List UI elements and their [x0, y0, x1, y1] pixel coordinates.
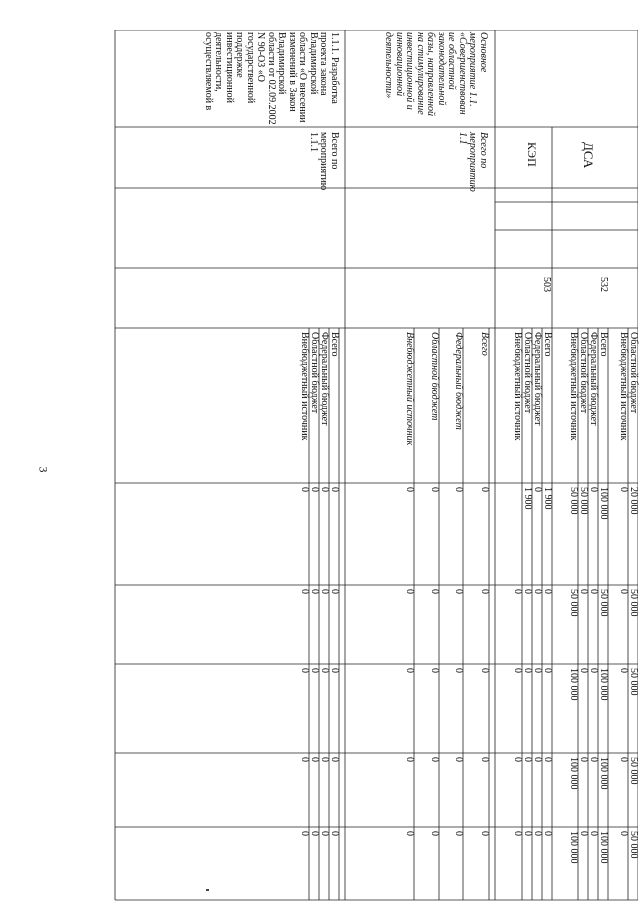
- funding-value-cell: 0: [512, 589, 523, 594]
- funding-value-cell: 0: [404, 589, 415, 594]
- funding-value-cell: 0: [618, 757, 629, 762]
- main-measure-title: Основное мероприятие 1.1. «Совершенствован ие областной законодательной базы, направленной на стимулирование инвестиционной и инновационной деятельности»: [383, 32, 489, 116]
- funding-value-cell: 0: [309, 757, 320, 762]
- funding-value-cell: 0: [588, 589, 599, 594]
- funding-source-cell: Областной бюджет: [522, 332, 533, 414]
- funding-source-cell: Всего: [542, 332, 553, 357]
- funding-value-cell: 0: [532, 589, 543, 594]
- funding-value-cell: 0: [429, 757, 440, 762]
- table-grid-lines: [113, 30, 638, 902]
- funding-value-cell: 0: [309, 831, 320, 836]
- funding-value-cell: 0: [404, 668, 415, 673]
- funding-value-cell: 0: [299, 757, 310, 762]
- financing-table: [113, 30, 638, 902]
- funding-source-cell: Внебюджетный источник: [568, 332, 579, 441]
- sub-measure-total-label: Всего по мероприятию 1.1.1: [308, 132, 340, 191]
- funding-value-cell: 100 000: [598, 487, 609, 520]
- funding-value-cell: 0: [542, 831, 553, 836]
- funding-value-cell: 50 000: [628, 668, 639, 696]
- funding-value-cell: 0: [329, 831, 340, 836]
- funding-value-cell: 0: [319, 589, 330, 594]
- funding-value-cell: 1 900: [522, 487, 533, 510]
- funding-value-cell: 0: [299, 487, 310, 492]
- funding-value-cell: 100 000: [568, 757, 579, 790]
- funding-source-cell: Областной бюджет: [578, 332, 589, 414]
- funding-value-cell: 0: [588, 757, 599, 762]
- funding-value-cell: 100 000: [568, 668, 579, 701]
- funding-source-cell: Внебюджетный источник: [512, 332, 523, 441]
- funding-value-cell: 0: [512, 757, 523, 762]
- funding-value-cell: 0: [479, 668, 490, 673]
- funding-value-cell: 0: [578, 831, 589, 836]
- funding-value-cell: 0: [429, 589, 440, 594]
- funding-value-cell: 20 000: [628, 487, 639, 515]
- funding-value-cell: 0: [618, 589, 629, 594]
- funding-value-cell: 0: [522, 757, 533, 762]
- funding-value-cell: 0: [588, 487, 599, 492]
- funding-source-cell: Всего: [479, 332, 490, 356]
- funding-source-cell: Областной бюджет: [429, 332, 440, 421]
- funding-value-cell: 0: [404, 487, 415, 492]
- funding-value-cell: 0: [578, 589, 589, 594]
- funding-value-cell: 0: [404, 757, 415, 762]
- funding-value-cell: 100 000: [598, 668, 609, 701]
- funding-value-cell: 0: [479, 757, 490, 762]
- funding-value-cell: 0: [532, 831, 543, 836]
- funding-value-cell: 0: [429, 668, 440, 673]
- funding-value-cell: 0: [453, 757, 464, 762]
- funding-value-cell: 0: [309, 589, 320, 594]
- funding-value-cell: 50 000: [578, 487, 589, 515]
- funding-value-cell: 0: [329, 757, 340, 762]
- funding-value-cell: 0: [453, 487, 464, 492]
- funding-value-cell: 0: [319, 668, 330, 673]
- sub-measure-title: 1.1.1. Разработка проекта закона Владимирской области «О внесении изменений в Закон Владимирской области от 02.09.2002 N 90-ОЗ «О государственной поддержке инвестиционной деятельности, осуществляемой в: [203, 32, 340, 125]
- dsa-label: ДСА: [581, 142, 596, 169]
- funding-value-cell: 0: [329, 589, 340, 594]
- funding-value-cell: 50 000: [628, 589, 639, 617]
- funding-value-cell: 0: [319, 487, 330, 492]
- funding-value-cell: 50 000: [598, 589, 609, 617]
- funding-value-cell: 50 000: [628, 757, 639, 785]
- funding-source-cell: Федеральный бюджет: [453, 332, 464, 430]
- funding-value-cell: 0: [578, 668, 589, 673]
- funding-value-cell: 0: [522, 589, 533, 594]
- funding-value-cell: 0: [588, 668, 599, 673]
- funding-value-cell: 0: [299, 831, 310, 836]
- funding-value-cell: 0: [542, 589, 553, 594]
- funding-value-cell: 0: [309, 668, 320, 673]
- funding-value-cell: 0: [453, 589, 464, 594]
- funding-value-cell: 0: [329, 668, 340, 673]
- funding-source-cell: Федеральный бюджет: [532, 332, 543, 426]
- kep-code: 503: [541, 277, 552, 292]
- dsa-code: 532: [598, 277, 609, 292]
- funding-value-cell: 0: [319, 831, 330, 836]
- funding-value-cell: 0: [479, 487, 490, 492]
- funding-value-cell: 0: [522, 831, 533, 836]
- funding-source-cell: Федеральный бюджет: [319, 332, 330, 426]
- funding-value-cell: 50 000: [568, 487, 579, 515]
- funding-value-cell: 0: [512, 668, 523, 673]
- funding-source-cell: Всего: [598, 332, 609, 357]
- funding-value-cell: 100 000: [598, 757, 609, 790]
- funding-value-cell: 0: [404, 831, 415, 836]
- funding-value-cell: 0: [522, 668, 533, 673]
- funding-source-cell: Областной бюджет: [309, 332, 320, 414]
- funding-value-cell: 0: [453, 668, 464, 673]
- funding-value-cell: 0: [542, 757, 553, 762]
- funding-value-cell: 50 000: [568, 589, 579, 617]
- funding-value-cell: 0: [319, 757, 330, 762]
- funding-value-cell: 0: [542, 668, 553, 673]
- funding-value-cell: 0: [479, 589, 490, 594]
- funding-value-cell: 0: [429, 487, 440, 492]
- funding-value-cell: 100 000: [598, 831, 609, 864]
- funding-value-cell: 1 900: [542, 487, 553, 510]
- funding-value-cell: 0: [532, 757, 543, 762]
- funding-value-cell: 0: [618, 668, 629, 673]
- funding-source-cell: Областной бюджет: [628, 332, 639, 414]
- page-number: 3: [36, 466, 51, 473]
- funding-value-cell: 0: [532, 487, 543, 492]
- main-measure-total-label: Всего по мероприятию 1.1: [457, 132, 489, 192]
- funding-value-cell: 0: [578, 757, 589, 762]
- funding-value-cell: 0: [429, 831, 440, 836]
- funding-source-cell: Внебюджетный источник: [618, 332, 629, 441]
- funding-value-cell: 0: [299, 668, 310, 673]
- funding-value-cell: 100 000: [568, 831, 579, 864]
- funding-value-cell: 0: [453, 831, 464, 836]
- funding-value-cell: 0: [618, 487, 629, 492]
- funding-source-cell: Федеральный бюджет: [588, 332, 599, 426]
- funding-source-cell: Внебюджетный источник: [299, 332, 310, 441]
- funding-value-cell: 0: [588, 831, 599, 836]
- funding-value-cell: 0: [329, 487, 340, 492]
- funding-value-cell: 0: [618, 831, 629, 836]
- funding-value-cell: 0: [479, 831, 490, 836]
- funding-value-cell: 0: [532, 668, 543, 673]
- funding-value-cell: 50 000: [628, 831, 639, 859]
- funding-source-cell: Всего: [329, 332, 340, 357]
- funding-value-cell: 0: [309, 487, 320, 492]
- funding-value-cell: 0: [512, 831, 523, 836]
- funding-value-cell: 0: [299, 589, 310, 594]
- funding-source-cell: Внебюджетный источник: [404, 332, 415, 446]
- kep-label: КЭП: [525, 142, 539, 167]
